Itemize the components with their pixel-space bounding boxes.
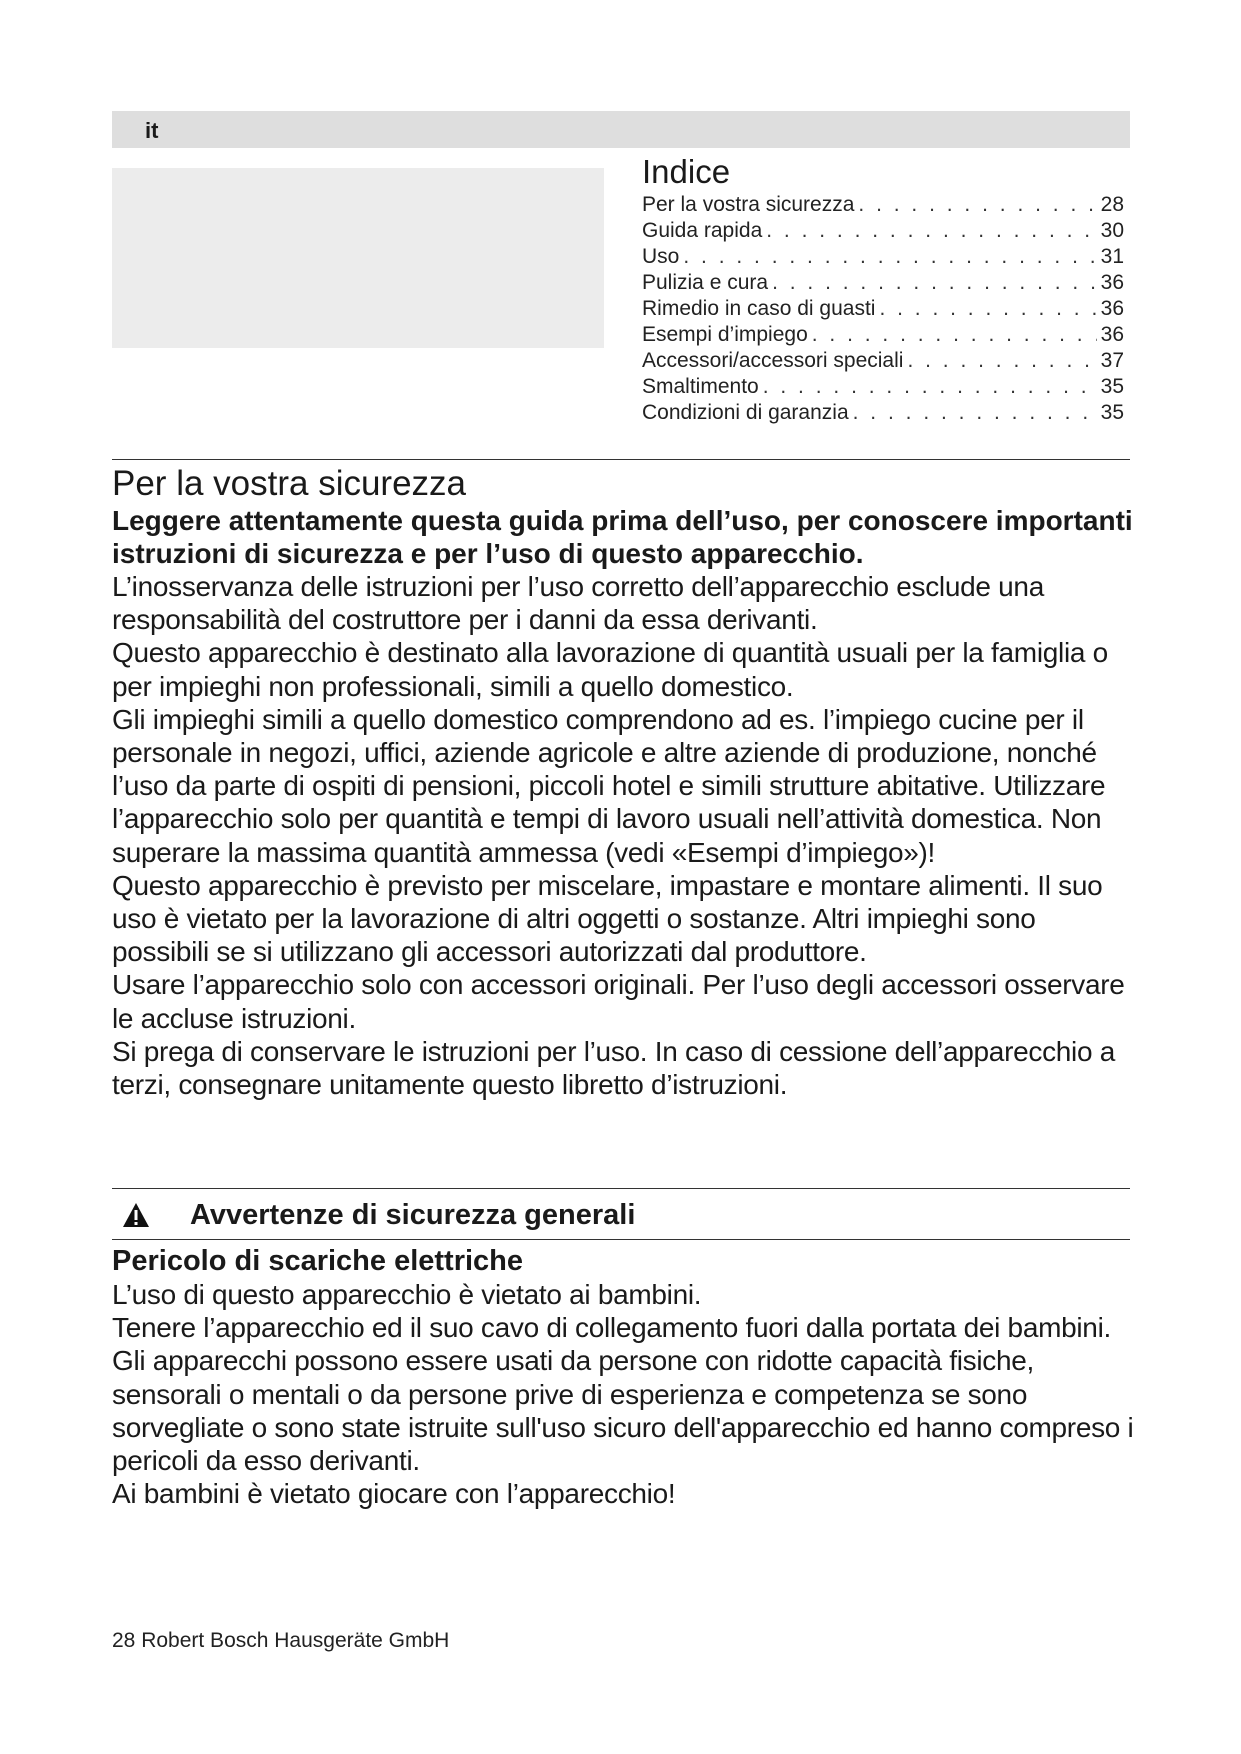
body-paragraph: Ai bambini è vietato giocare con l’apparecchio! xyxy=(112,1478,676,1510)
warning-title: Avvertenze di sicurezza generali xyxy=(190,1198,636,1231)
warning-heading xyxy=(112,1193,1130,1237)
toc-entry[interactable]: Rimedio in caso di guasti . . . 36 xyxy=(642,296,1124,322)
page-footer: 28 Robert Bosch Hausgeräte GmbH xyxy=(112,1629,450,1652)
table-of-contents xyxy=(642,152,1124,426)
body-paragraph: L’inosservanza delle istruzioni per l’uso corretto dell’apparecchio esclude una responsabilità del costruttore per i danni da essa derivanti. xyxy=(112,571,1044,636)
body-paragraph: Questo apparecchio è destinato alla lavorazione di quantità usuali per la famiglia o per impieghi non professionali, simili a quello domestico. xyxy=(112,637,1108,702)
toc-entry[interactable]: Uso . . . 31 xyxy=(642,244,1124,270)
warning-triangle-icon xyxy=(122,1202,150,1228)
danger-subheading: Pericolo di scariche elettriche xyxy=(112,1245,524,1277)
section-title: Per la vostra sicurezza xyxy=(112,464,467,503)
body-paragraph: Si prega di conservare le istruzioni per l’uso. In caso di cessione dell’apparecchio a terzi, consegnare unitamente questo libretto d’istruzioni. xyxy=(112,1035,1115,1101)
body-paragraph: Gli apparecchi possono essere usati da persone con ridotte capacità fisiche, sensorali o mentali o da persone prive di esperienza e competenza se sono sorvegliate o sono state istruite sull'uso sicuro dell'apparecchio ed hanno compreso i pericoli da esso derivanti. xyxy=(112,1345,1134,1477)
toc-title: Indice xyxy=(642,153,731,190)
toc-entry[interactable]: Per la vostra sicurezza . . . 28 xyxy=(642,192,1124,218)
body-paragraph: Tenere l’apparecchio ed il suo cavo di collegamento fuori dalla portata dei bambini. xyxy=(112,1312,1111,1344)
toc-entry[interactable]: Accessori/accessori speciali . . . 37 xyxy=(642,348,1124,374)
toc-entry[interactable]: Guida rapida . . . 30 xyxy=(642,218,1124,244)
toc-entry[interactable]: Pulizia e cura . . . 36 xyxy=(642,270,1124,296)
body-paragraph: Usare l’apparecchio solo con accessori originali. Per l’uso degli accessori osservare le accluse istruzioni. xyxy=(112,969,1125,1034)
body-paragraph: Questo apparecchio è previsto per miscelare, impastare e montare alimenti. Il suo uso è vietato per la lavorazione di altri oggetti o sostanze. Altri impieghi sono possibili se si utilizzano gli accessori autorizzati dal produttore. xyxy=(112,869,1103,968)
safety-section xyxy=(112,464,1137,1101)
lead-paragraph: Leggere attentamente questa guida prima dell’uso, per conoscere importanti istruzioni di sicurezza e per l’uso di questo apparecchio. xyxy=(112,505,1133,569)
electric-shock-section xyxy=(112,1244,1137,1510)
language-bar xyxy=(112,111,1130,148)
toc-entry[interactable]: Esempi d’impiego . . . 36 xyxy=(642,322,1124,348)
warning-top-divider xyxy=(112,1188,1130,1189)
toc-entry[interactable]: Condizioni di garanzia . . . 35 xyxy=(642,400,1124,426)
toc-entry[interactable]: Smaltimento . . . 35 xyxy=(642,374,1124,400)
image-placeholder xyxy=(112,168,604,348)
language-code: it xyxy=(145,118,159,143)
warning-bottom-divider xyxy=(112,1239,1130,1240)
body-paragraph: L’uso di questo apparecchio è vietato ai bambini. xyxy=(112,1279,702,1310)
section-divider xyxy=(112,459,1130,460)
body-paragraph: Gli impieghi simili a quello domestico comprendono ad es. l’impiego cucine per il personale in negozi, uffici, aziende agricole e altre aziende di produzione, nonché l’uso da parte di ospiti di pensioni, piccoli hotel e simili strutture abitative. Utilizzare l’apparecchio solo per quantità e tempi di lavoro usuali nell’attività domestica. Non superare la massima quantità ammessa (vedi «Esempi d’impiego»)! xyxy=(112,703,1106,868)
